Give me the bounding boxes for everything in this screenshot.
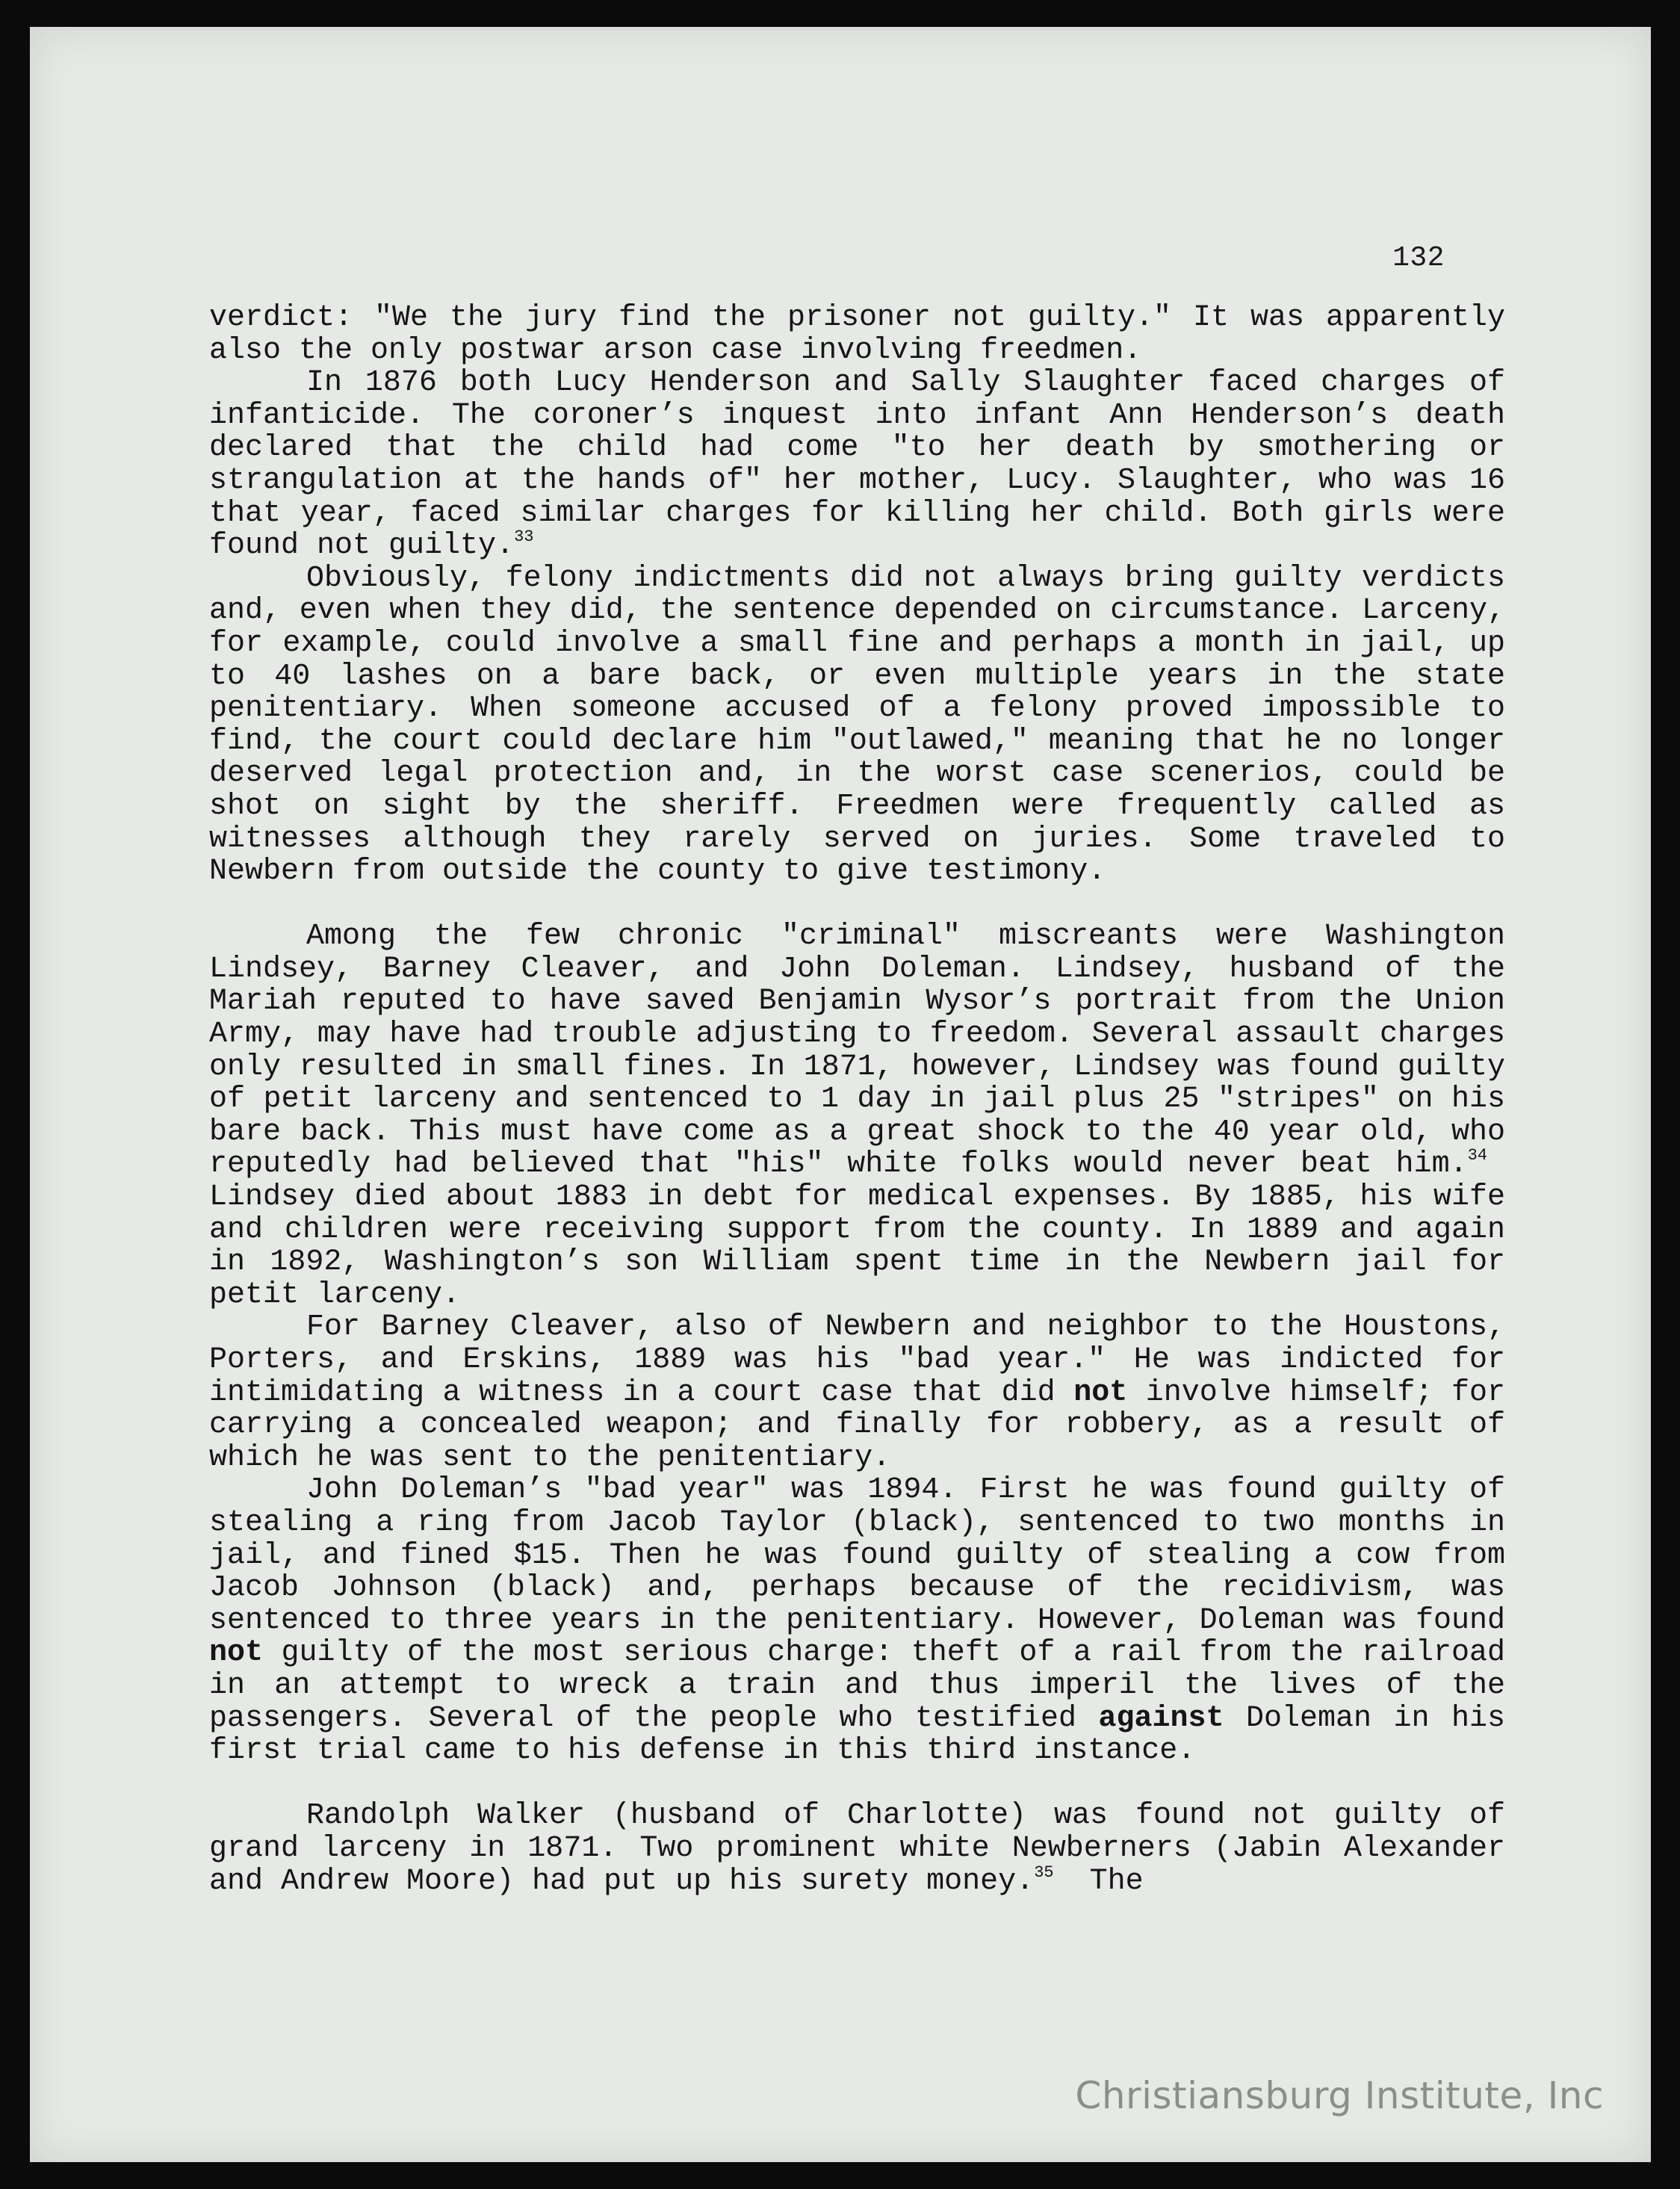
footnote-ref-35: 35 [1034,1863,1054,1882]
document-page [30,27,1651,2162]
emphasis-against: against [1098,1701,1224,1736]
watermark: Christiansburg Institute, Inc [1075,2074,1604,2117]
paragraph-felony-indictments: Obviously, felony indictments did not always bring guilty verdicts and, even when they did, the sentence depended on circumstance. Larceny, for example, could involve a small fine and perhaps a month in jail, up to 40 lashes on a bare back, or even multiple years in the state penitentiary. When someone accused of a felony proved impossible to find, the court could declare him "outlawed," meaning that he no longer deserved legal protection and, in the worst case scenerios, could be shot on sight by the sheriff. Freedmen were frequently called as witnesses although they rarely served on juries. Some traveled to Newbern from outside the county to give testimony. [209,561,1505,889]
paragraph-john-doleman: John Doleman’s "bad year" was 1894. First he was found guilty of stealing a ring from Jacob Taylor (black), sentenced to two months in jail, and fined $15. Then he was found guilty of stealing a cow from Jacob Johnson (black) and, perhaps because of the recidivism, was sentenced to three years in the penitentiary. However, Doleman was found not guilty of the most serious charge: theft of a rail from the railroad in an attempt to wreck a train and thus imperil the lives of the passengers. Several of the people who testified against Doleman in his first trial came to his defense in this third instance. [209,1473,1505,1768]
footnote-ref-34: 34 [1467,1146,1487,1165]
footnote-ref-33: 33 [514,527,534,547]
emphasis-not: not [1073,1375,1128,1410]
body-text [209,302,1505,1898]
page-number: 132 [1392,242,1445,274]
paragraph-gap [209,888,1505,921]
paragraph-arson-verdict: verdict: "We the jury find the prisoner not guilty." It was apparently also the only postwar arson case involving freedmen. [209,301,1505,368]
paragraph-infanticide: In 1876 both Lucy Henderson and Sally Slaughter faced charges of infanticide. The coroner’s inquest into infant Ann Henderson’s death declared that the child had come "to her death by smothering or strangulation at the hands of" her mother, Lucy. Slaughter, who was 16 that year, faced similar charges for killing her child. Both girls were found not guilty.$^{33}$ [209,366,1505,563]
emphasis-not: not [209,1636,264,1671]
paragraph-gap [209,1768,1505,1801]
paragraph-randolph-walker: Randolph Walker (husband of Charlotte) was found not guilty of grand larceny in 1871. Two prominent white Newberners (Jabin Alexander and Andrew Moore) had put up his surety money.$^{35}$ The [209,1799,1505,1898]
paragraph-barney-cleaver: For Barney Cleaver, also of Newbern and neighbor to the Houstons, Porters, and Erskins, 1889 was his "bad year." He was indicted for intimidating a witness in a court case that did not involve himself; for carrying a concealed weapon; and finally for robbery, as a result of which he was sent to the penitentiary. [209,1310,1505,1475]
paragraph-chronic-miscreants: Among the few chronic "criminal" miscreants were Washington Lindsey, Barney Cleaver, and John Doleman. Lindsey, husband of the Mariah reputed to have saved Benjamin Wysor’s portrait from the Union Army, may have had trouble adjusting to freedom. Several assault charges only resulted in small fines. In 1871, however, Lindsey was found guilty of petit larceny and sentenced to 1 day in jail plus 25 "stripes" on his bare back. This must have come as a great shock to the 40 year old, who reputedly had believed that "his" white folks would never beat him.$^{34}$ Lindsey died about 1883 in debt for medical expenses. By 1885, his wife and children were receiving support from the county. In 1889 and again in 1892, Washington’s son William spent time in the Newbern jail for petit larceny. [209,920,1505,1312]
